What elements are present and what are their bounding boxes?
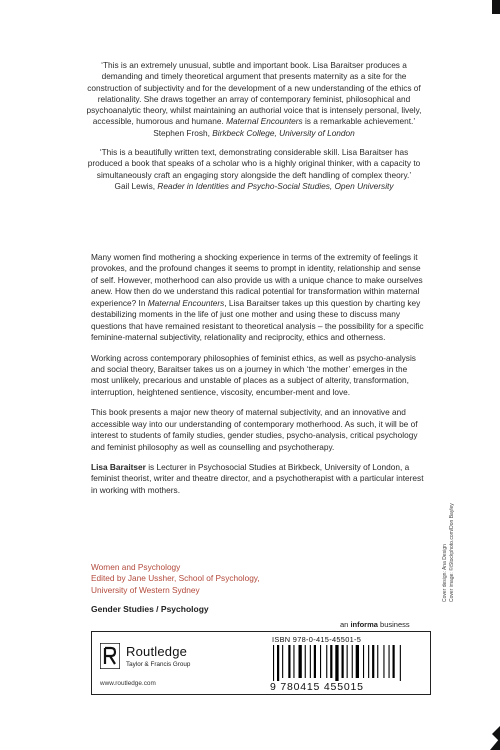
quote-text: ‘This is an extremely unusual, subtle and important book. Lisa Baraitser produces a demanding and timely theoretical argument that presents maternity as a site for the construction of subjectivity and for the development of a new understanding of the ethics of relationality. She draws together an array of contemporary feminist, philosophical and psychoanalytic theory, whilst maintaining an authorial voice that is intensely personal, lively, accessible, humorous and humane. [86, 60, 422, 127]
cover-image-credit: Cover image: ©iStockphoto.com/Don Bayley [448, 503, 455, 602]
quote-attribution: Gail Lewis, Reader in Identities and Psycho-Social Studies, Open University [114, 180, 394, 191]
review-quote-lewis [84, 147, 424, 192]
blurb-paragraph-3: This book presents a major new theory of maternal subjectivity, and an innovative and accessible way into our understanding of contemporary motherhood. As such, it will be of interest to students of family studies, gender studies, psycho-analysis, critical psychology and feminist philosophy as well as counselling and psychotherapy. [91, 407, 418, 452]
series-editor-affiliation: University of Western Sydney [91, 584, 200, 595]
corner-chevron-icon [484, 726, 500, 750]
author-bio: Lisa Baraitser is Lecturer in Psychosocial Studies at Birkbeck, University of London, a feminist theorist, writer and theatre director, and a psychotherapist with a particular interest in working with mothers. [91, 462, 424, 495]
series-title: Women and Psychology [91, 562, 181, 572]
blurb-paragraph-1: Many women find mothering a shocking experience in terms of the extremity of feelings it provokes, and the profound changes it seems to prompt in identity, relationship and sense of self. However, motherhood can also provide us with a unique chance to make ourselves anew. How then do we understand this radical potential for transformation within maternal experience? In Maternal Encounters, Lisa Baraitser takes up this question by charting key destabilizing moments in the life of just one mother and using these to discuss many questions that have remained resistant to theoretical analysis – the possibility for a specific feminine-maternal subjectivity, relationality and reciprocity, ethics and otherness. [91, 252, 424, 343]
quote-attribution: Stephen Frosh, Birkbeck College, University of London [153, 127, 355, 138]
cover-credits [442, 503, 462, 602]
review-quotes [84, 60, 424, 200]
routledge-logo-icon [100, 643, 120, 669]
publisher-url: www.routledge.com [100, 680, 156, 687]
author-name: Lisa Baraitser [91, 462, 146, 472]
quote-text-end: is a remarkable achievement.’ [302, 116, 416, 127]
corner-mark [492, 0, 500, 14]
cover-design-credit: Cover design: Ana Design [442, 544, 448, 602]
blurb-paragraph-2: Working across contemporary philosophies of feminist ethics, as well as psycho-analysis and social theory, Baraitser takes us on a journey in which ‘the mother’ emerges in the most unlikely, precarious and unstable of places as a subject of alterity, transformation, interruption, heightened sentience, viscosity, encumber-ment and love. [91, 352, 416, 397]
series-info [91, 562, 260, 596]
publisher-name: Routledge [126, 644, 188, 659]
publisher-barcode-box [91, 631, 431, 695]
quote-book-title: Maternal Encounters [226, 116, 303, 127]
barcode-number: 9 780415 455015 [270, 681, 364, 693]
review-quote-frosh [84, 60, 424, 139]
barcode [271, 645, 423, 681]
blurb [91, 252, 427, 505]
publisher-group: Taylor & Francis Group [126, 661, 191, 668]
series-editor: Edited by Jane Ussher, School of Psychology, [91, 573, 260, 584]
isbn: ISBN 978-0-415-45501-5 [272, 635, 362, 644]
book-title-inline: Maternal Encounters [147, 297, 225, 308]
quote-text: ‘This is a beautifully written text, demonstrating considerable skill. Lisa Baraitser has produced a book that speaks of a scholar who is a highly original thinker, with a capacity to simultaneously craft an engaging story alongside the deft handling of complex theory.’ [87, 146, 421, 180]
informa-business-line: an informa business [340, 620, 410, 629]
subject-categories: Gender Studies / Psychology [91, 604, 209, 614]
